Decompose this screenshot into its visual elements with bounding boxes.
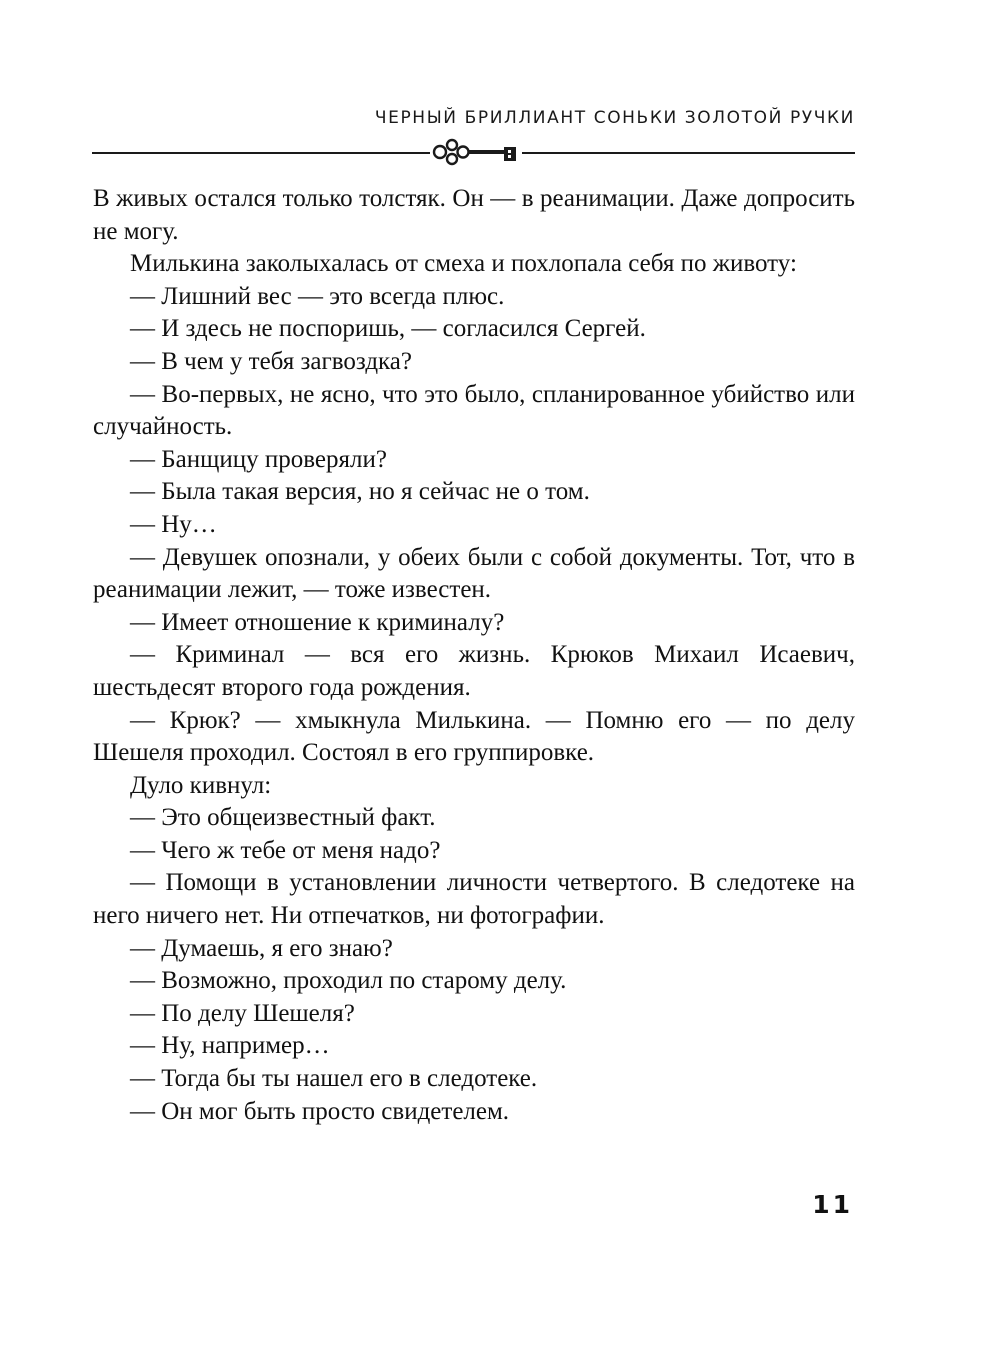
paragraph: — Это общеизвестный факт. — [130, 804, 436, 832]
paragraph: — Тогда бы ты нашел его в следотеке. — [130, 1065, 538, 1093]
running-head-title: ЧЕРНЫЙ БРИЛЛИАНТ СОНЬКИ ЗОЛОТОЙ РУЧКИ — [374, 108, 855, 128]
paragraph: — Возможно, проходил по старому делу. — [130, 967, 567, 995]
paragraph: — Девушек опознали, у обеих были с собой документы. Тот, что в реанимации лежит, — тоже известен. — [93, 543, 855, 604]
paragraph: — Во-первых, не ясно, что это было, спланированное убийство или случайность. — [93, 380, 855, 441]
paragraph: — Была такая версия, но я сейчас не о том. — [130, 478, 590, 506]
page-number: 11 — [812, 1190, 853, 1219]
body-text — [93, 183, 855, 1128]
paragraph: — Помощи в установлении личности четвертого. В следотеке на него ничего нет. Ни отпечатков, ни фотографии. — [93, 869, 855, 930]
paragraph: — Чего ж тебе от меня надо? — [130, 836, 441, 864]
paragraph: — Лишний вес — это всегда плюс. — [130, 282, 505, 310]
paragraph: Дуло кивнул: — [130, 771, 272, 799]
paragraph: — По делу Шешеля? — [130, 999, 355, 1027]
paragraph: Милькина заколыхалась от смеха и похлопала себя по животу: — [130, 250, 797, 278]
paragraph: — Он мог быть просто свидетелем. — [130, 1097, 510, 1125]
key-icon — [430, 138, 522, 168]
paragraph: — Ну… — [130, 510, 217, 538]
paragraph: — В чем у тебя загвоздка? — [130, 347, 412, 375]
paragraph: В живых остался только толстяк. Он — в реанимации. Даже допросить не могу. — [93, 185, 855, 245]
paragraph: — Крюк? — хмыкнула Милькина. — Помню его — по делу Шешеля проходил. Состоял в его группировке. — [93, 706, 855, 767]
paragraph: — Имеет отношение к криминалу? — [130, 608, 505, 636]
paragraph: — И здесь не поспоришь, — согласился Сергей. — [130, 315, 646, 343]
paragraph: — Думаешь, я его знаю? — [130, 934, 393, 962]
paragraph: — Криминал — вся его жизнь. Крюков Михаил Исаевич, шестьдесят второго года рождения. — [93, 641, 855, 701]
paragraph: — Ну, например… — [130, 1032, 330, 1060]
paragraph: — Банщицу проверяли? — [130, 445, 387, 473]
